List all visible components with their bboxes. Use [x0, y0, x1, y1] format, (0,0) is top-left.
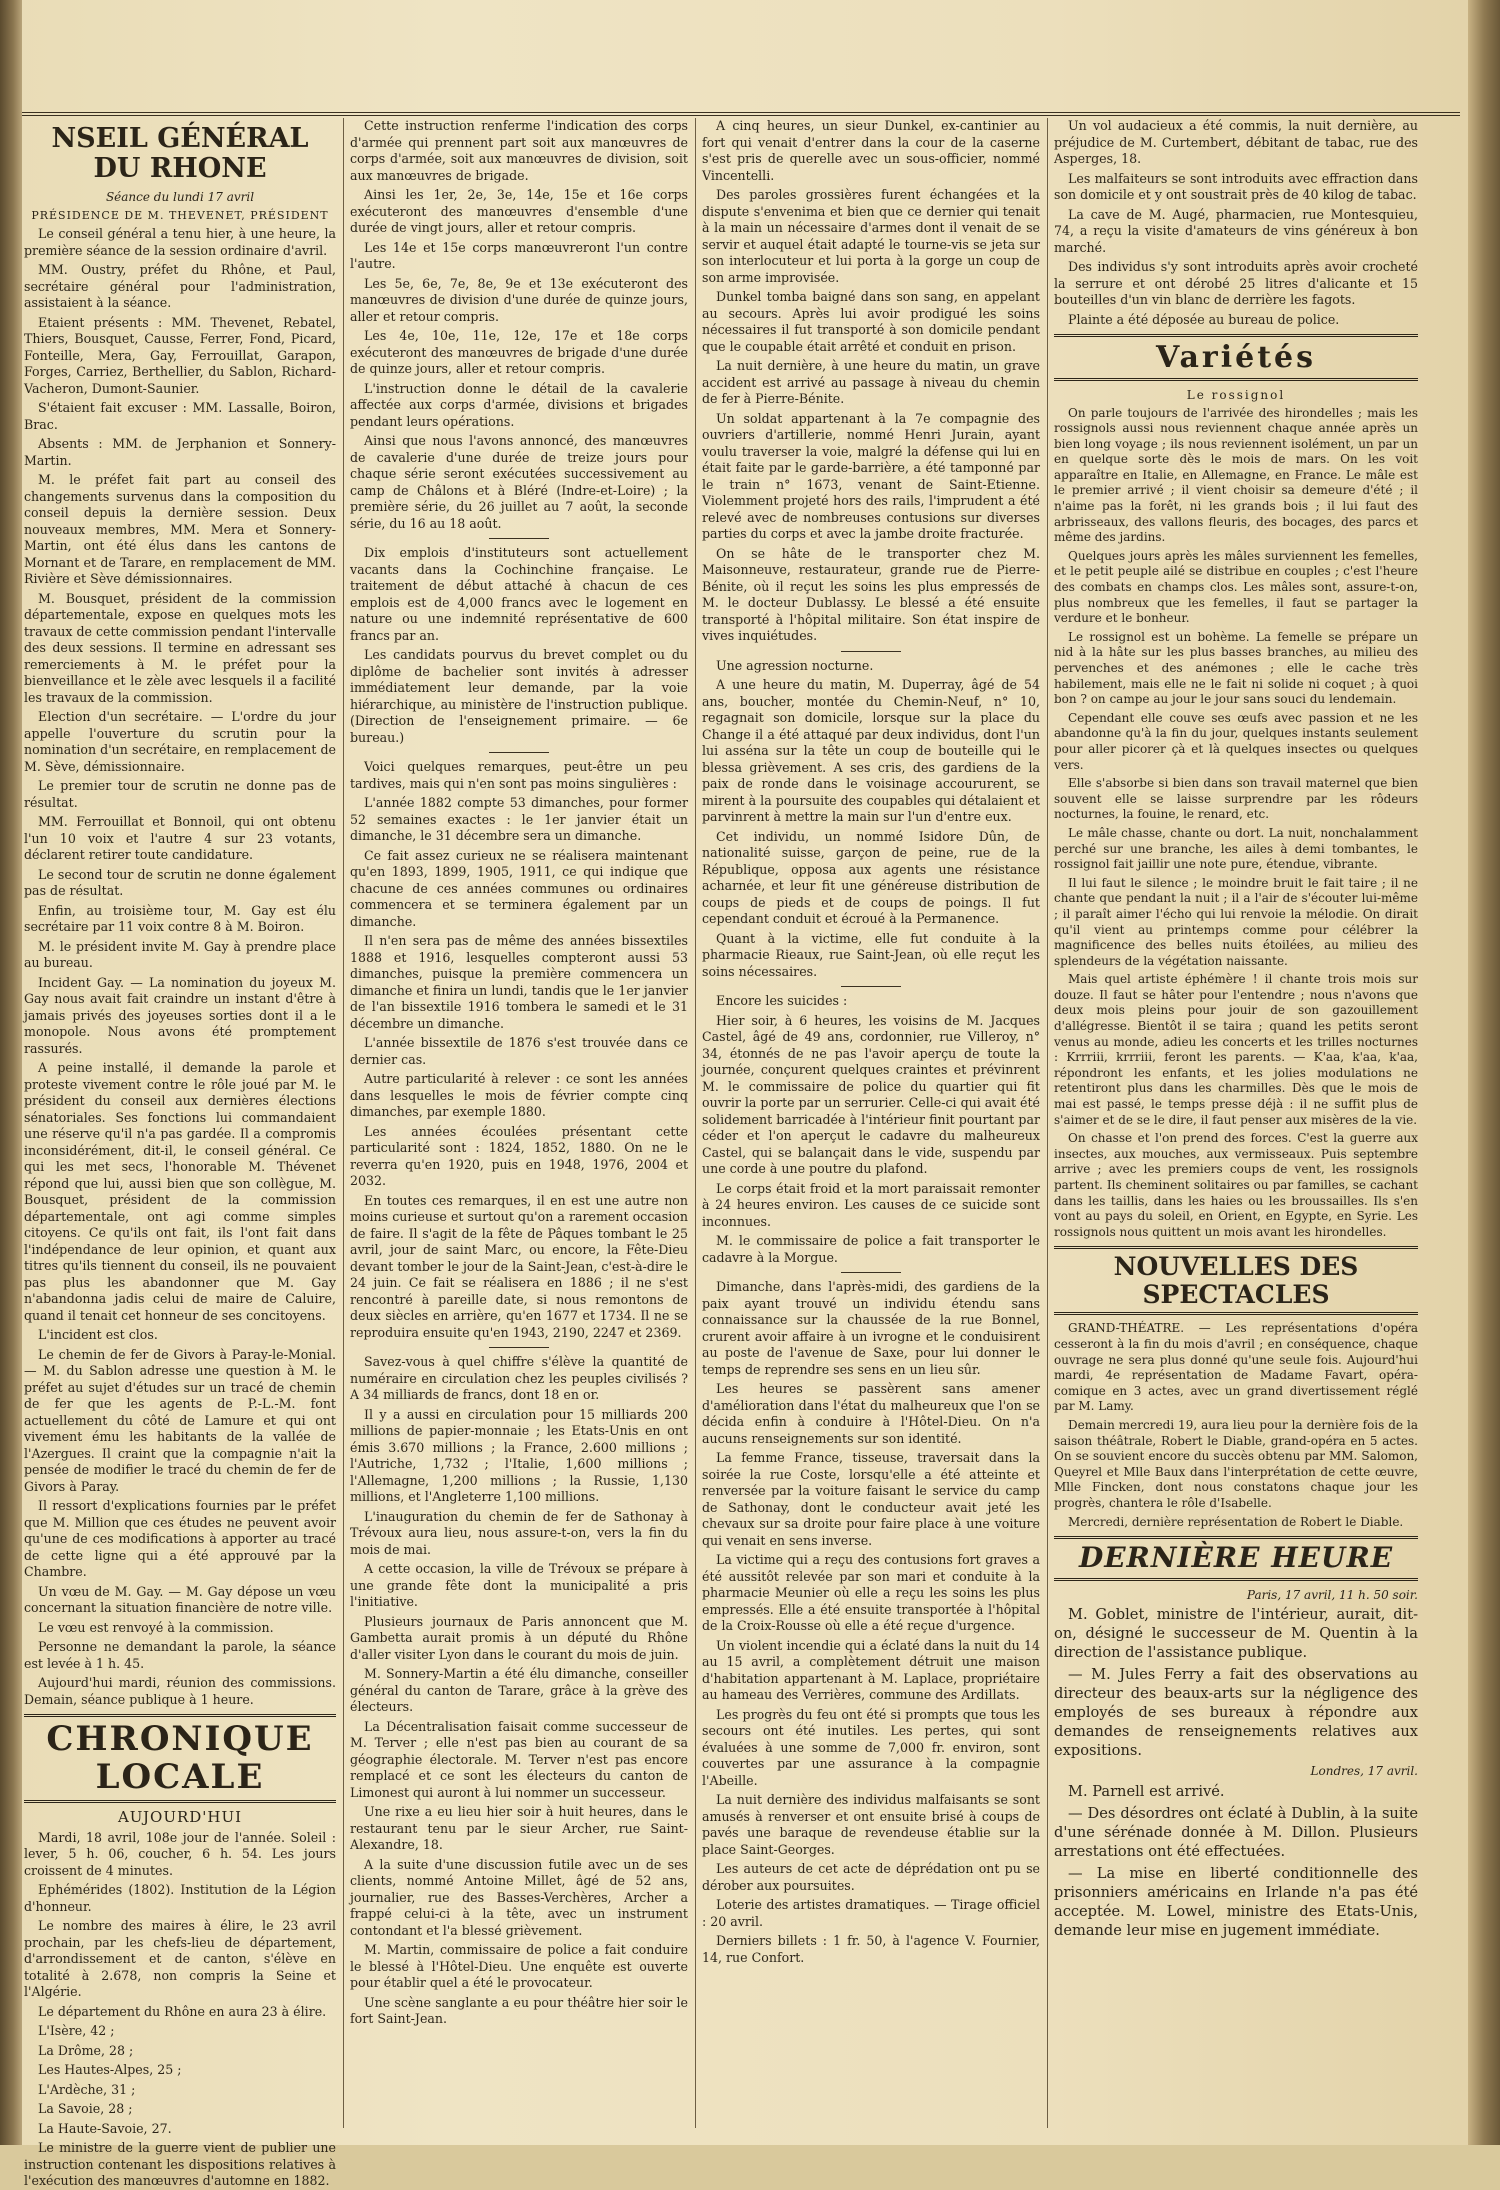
paragraph: Demain mercredi 19, aura lieu pour la dernière fois de la saison théâtrale, Robert le Diable, grand-opéra en 5 actes. On se souvient encore du succès obtenu par MM. Salomon, Queyrel et Mlle Baux dans l'interprétation de cette œuvre, Mlle Fincken, dont nous constatons chaque jour les progrès, chantera le rôle d'Isabelle.: [1054, 1417, 1418, 1510]
paragraph: Les 4e, 10e, 11e, 12e, 17e et 18e corps exécuteront des manœuvres de brigade d'une durée de quinze jours, aller et retour compris.: [350, 328, 688, 376]
paragraph: Ainsi que nous l'avons annoncé, des manœuvres de cavalerie d'une durée de treize jours pour chaque série seront exécutées successivement au camp de Châlons et à Bléré (Indre-et-Loire) ; la première série, du 26 juillet au 7 août, la seconde série, du 16 au 18 août.: [350, 433, 688, 531]
paragraph: M. le président invite M. Gay à prendre place au bureau.: [24, 938, 336, 971]
paragraph: M. Goblet, ministre de l'intérieur, aurait, dit-on, désigné le successeur de M. Quentin à la direction de l'assistance publique.: [1054, 1606, 1418, 1662]
paragraph: Les progrès du feu ont été si prompts que tous les secours ont été inutiles. Les pertes, qui sont évaluées à une somme de 7,000 fr. environ, sont couvertes par une assurance à la compagnie l'Abeille.: [702, 1706, 1040, 1788]
paragraph: Cependant elle couve ses œufs avec passion et ne les abandonne qu'à la fin du jour, quelques instants seulement pour aller picorer çà et là quelques insectes ou quelques vers.: [1054, 710, 1418, 772]
paragraph: Derniers billets : 1 fr. 50, à l'agence V. Fournier, 14, rue Confort.: [702, 1933, 1040, 1965]
paragraph: M. Martin, commissaire de police a fait conduire le blessé à l'Hôtel-Dieu. Une enquête est ouverte pour établir quel a été le provocateur.: [350, 1942, 688, 1990]
paragraph: La Haute-Savoie, 27.: [38, 2120, 172, 2136]
paragraph: Un violent incendie qui a éclaté dans la nuit du 14 au 15 avril, a complètement détruit une maison d'habitation appartenant à M. Laplace, propriétaire au hameau des Verrières, commune des Ardillats.: [702, 1637, 1040, 1702]
paragraph: Le vœu est renvoyé à la commission.: [38, 1619, 274, 1635]
paragraph: Il lui faut le silence ; le moindre bruit le fait taire ; il ne chante que pendant la nuit ; il a l'air de s'écouter lui-même ; il paraît aimer l'écho qui lui renvoie la mélodie. On dirait qu'il vient au printemps comme pour célébrer la magnificence des belles nuits étoilées, au milieu des splendeurs de la végétation naissante.: [1054, 875, 1418, 968]
paragraph: Enfin, au troisième tour, M. Gay est élu secrétaire par 11 voix contre 8 à M. Boiron.: [24, 902, 336, 935]
paragraph: Des individus s'y sont introduits après avoir crocheté la serrure et ont dérobé 25 litres d'alicante et 15 bouteilles d'un vin blanc de derrière les fagots.: [1054, 259, 1418, 307]
paragraph: Le nombre des maires à élire, le 23 avril prochain, par les chefs-lieu de département, d'arrondissement et de canton, s'élève en totalité à 2.678, non compris la Seine et l'Algérie.: [24, 1918, 336, 2000]
agression-article: [702, 658, 1040, 981]
paragraph: Cette instruction renferme l'indication des corps d'armée qui prennent part soit aux manœuvres de corps d'armée, soit aux manœuvres de division, soit aux manœuvres de brigade.: [350, 118, 688, 183]
paragraph: Absents : MM. de Jerphanion et Sonnery-Martin.: [24, 436, 336, 468]
paragraph: Le conseil général a tenu hier, à une heure, la première séance de la session ordinaire d'avril.: [24, 226, 336, 258]
paragraph: L'année bissextile de 1876 s'est trouvée dans ce dernier cas.: [350, 1035, 688, 1067]
paragraph: M. le préfet fait part au conseil des changements survenus dans la composition du conseil depuis la dernière session. Deux nouveaux membres, MM. Mera et Sonnery-Martin, ont été élus dans les cantons de Mornant et de Tarare, en remplacement de MM. Rivière et Sève démissionnaires.: [24, 472, 336, 587]
page-binding: [0, 0, 22, 2145]
paragraph: Aujourd'hui mardi, réunion des commissions. Demain, séance publique à 1 heure.: [24, 1675, 336, 1707]
paragraph: Elle s'absorbe si bien dans son travail maternel que bien souvent elle se laisse surprendre par les rôdeurs nocturnes, la fouine, le renard, etc.: [1054, 776, 1418, 822]
column-1: [24, 118, 336, 2189]
page-edge: [1468, 0, 1500, 2145]
vols-article: [1054, 118, 1418, 328]
faits-divers-article: [350, 1354, 688, 2028]
derniere-heure-title: DERNIÈRE HEURE: [1078, 1541, 1394, 1575]
column-rule: [343, 118, 344, 2128]
paragraph: Des paroles grossières furent échangées et la dispute s'envenima et bien que ce dernier qui tenait à la main un nécessaire d'armes dont il venait de se servir et auquel était adapté le tourne-vis se jeta sur son interlocuteur et lui porta à la gorge un coup de son arme improvisée.: [702, 187, 1040, 285]
paragraph: L'inauguration du chemin de fer de Sathonay à Trévoux aura lieu, nous assure-t-on, vers la fin du mois de mai.: [350, 1508, 688, 1557]
paragraph: La nuit dernière des individus malfaisants se sont amusés à renverser et ont ensuite brisé à coups de pavés une baraque de revendeuse établie sur la place Saint-Georges.: [702, 1792, 1040, 1857]
dimanches-article: [350, 759, 688, 1341]
column-rule: [1047, 118, 1048, 2128]
paragraph: En toutes ces remarques, il en est une autre non moins curieuse et surtout qu'on a rarement occasion de faire. Il s'agit de la fête de Pâques tombant le 25 avril, jour de saint Marc, ou encore, la Fête-Dieu devant tomber le jour de la Saint-Jean, c'est-à-dire le 24 juin. Ce fait se réalisera en 1886 ; il ne s'est rencontré à pareille date, si nous remontons de deux siècles en arrière, qu'en 1677 et 1734. Il ne se reproduira ensuite qu'en 1943, 2190, 2247 et 2369.: [350, 1192, 688, 1340]
paragraph: L'Ardèche, 31 ;: [38, 2081, 136, 2097]
paragraph: M. Parnell est arrivé.: [1068, 1782, 1225, 1800]
paragraph: Les auteurs de cet acte de déprédation ont pu se dérober aux poursuites.: [702, 1861, 1040, 1893]
paragraph: Election d'un secrétaire. — L'ordre du jour appelle l'ouverture du scrutin pour la nomination d'un secrétaire, en remplacement de M. Sève, démissionnaire.: [24, 709, 336, 774]
paragraph: Mercredi, dernière représentation de Robert le Diable.: [1068, 1514, 1404, 1529]
paragraph: Une agression nocturne.: [716, 657, 874, 673]
paragraph: Quelques jours après les mâles surviennent les femelles, et le petit peuple ailé se distribue en couples ; c'est l'heure des combats en champs clos. Les mâles sont, assure-t-on, plus nombreux que les femelles, il faut se partager la verdure et le bonheur.: [1054, 548, 1418, 626]
paragraph: M. Bousquet, président de la commission départementale, expose en quelques mots les travaux de cette commission pendant l'intervalle des deux sessions. Il termine en adressant ses remerciements à M. le préfet pour la bienveillance et le zèle avec lesquels il a facilité les travaux de la commission.: [24, 590, 336, 705]
paragraph: A une heure du matin, M. Duperray, âgé de 54 ans, boucher, montée du Chemin-Neuf, n° 10, regagnait son domicile, lorsque sur la place du Change il a été attaqué par deux individus, dont l'un lui asséna sur la tête un coup de bouteille qui le blessa grièvement. A ses cris, des gardiens de la paix de ronde dans le voisinage accoururent, se mirent à la poursuite des coupables qui détalaient et parvinrent à mettre la main sur l'un d'entre eux.: [702, 677, 1040, 824]
paragraph: Les candidats pourvus du brevet complet ou du diplôme de bachelier sont invités à adresser immédiatement leur demande, par la voie hiérarchique, au ministère de l'instruction publique. (Direction de l'enseignement primaire. — 6e bureau.): [350, 647, 688, 745]
paragraph: Plusieurs journaux de Paris annoncent que M. Gambetta aurait promis à un député du Rhône d'aller visiter Lyon dans le courant du mois de juin.: [350, 1613, 688, 1662]
paragraph: On chasse et l'on prend des forces. C'est la guerre aux insectes, aux mouches, aux vermisseaux. Puis septembre arrive ; avec les premiers coups de vent, les rossignols partent. Ils cheminent solitaires ou par familles, se cachant dans les taillis, dans les haies ou les broussailles. Ils s'en vont au pays du soleil, en Orient, en Egypte, en Syrie. Les rossignols nous quittent un mois avant les hirondelles.: [1054, 1131, 1418, 1239]
paragraph: Ainsi les 1er, 2e, 3e, 14e, 15e et 16e corps exécuteront des manœuvres d'ensemble d'une durée de vingt jours, aller et retour compris.: [350, 187, 688, 235]
paragraph: Savez-vous à quel chiffre s'élève la quantité de numéraire en circulation chez les peuples civilisés ? A 34 milliards de francs, dont 18 en or.: [350, 1354, 688, 1402]
paragraph: Les 14e et 15e corps manœuvreront l'un contre l'autre.: [350, 239, 688, 271]
paris-dispatch: [1054, 1605, 1418, 1760]
paragraph: — Des désordres ont éclaté à Dublin, à la suite d'une sérénade donnée à M. Dillon. Plusieurs arrestations ont été effectuées.: [1054, 1804, 1418, 1860]
paragraph: La Drôme, 28 ;: [38, 2042, 134, 2058]
paragraph: La nuit dernière, à une heure du matin, un grave accident est arrivé au passage à niveau du chemin de fer à Pierre-Bénite.: [702, 358, 1040, 406]
paragraph: Ephémérides (1802). Institution de la Légion d'honneur.: [24, 1882, 336, 1914]
paragraph: Le département du Rhône en aura 23 à élire.: [38, 2003, 327, 2019]
presidence-line: PRÉSIDENCE DE M. THEVENET, PRÉSIDENT: [31, 208, 329, 222]
chronique-locale-title: CHRONIQUE LOCALE: [46, 1719, 314, 1797]
paragraph: Ce fait assez curieux ne se réalisera maintenant qu'en 1893, 1899, 1905, 1911, ce qui indique que chacune de ces années communes ou ordinaires commencera et se terminera également par un dimanche.: [350, 847, 688, 929]
paragraph: L'Isère, 42 ;: [38, 2023, 115, 2039]
paragraph: Loterie des artistes dramatiques. — Tirage officiel : 20 avril.: [702, 1897, 1040, 1929]
paragraph: Etaient présents : MM. Thevenet, Rebatel, Thiers, Bousquet, Causse, Ferrer, Fond, Picard, Fonteille, Mera, Gay, Ferrouillat, Garapon, Forges, Carriez, Berthellier, du Sablon, Richard-Vacheron, Dumont-Saunier.: [24, 314, 336, 396]
paragraph: MM. Ferrouillat et Bonnoil, qui ont obtenu l'un 10 voix et l'autre 4 sur 23 votants, déclarent retirer toute candidature.: [24, 814, 336, 863]
paragraph: A peine installé, il demande la parole et proteste vivement contre le rôle joué par M. le président du conseil aux dernières élections sénatoriales. Ses fonctions lui commandaient une réserve qu'il n'a pas gardée. Il a compromis inconsidérément, dit-il, le conseil général. Ce qui les met secs, l'honorable M. Thévenet répond que lui, aussi bien que son collègue, M. Bousquet, président de la commission départementale, ont agi comme simples citoyens. Ce qu'ils ont fait, ils l'ont fait dans l'indépendance de leur opinion, et quant aux titres qu'ils tiennent du conseil, ils ne pouvaient pas plus les abandonner que M. Gay n'abandonna jadis celui de maire de Caluire, quand il tenait cet honneur de ses concitoyens.: [24, 1060, 336, 1323]
paragraph: La Savoie, 28 ;: [38, 2101, 133, 2117]
separator: [841, 1272, 901, 1273]
londres-dateline: Londres, 17 avril.: [1310, 1764, 1418, 1779]
paragraph: Les années écoulées présentant cette particularité sont : 1824, 1852, 1880. On ne le reverra qu'en 1920, puis en 1948, 1976, 2004 et 2032.: [350, 1123, 688, 1188]
paragraph: Le rossignol est un bohème. La femelle se prépare un nid à la hâte sur les plus basses branches, au milieu des pervenches et des anémones ; elle le cache très habilement, mais elle ne le fait ni solide ni coquet ; à quoi bon ? on campe au jour le jour sans souci du lendemain.: [1054, 629, 1418, 707]
separator: [841, 651, 901, 652]
paragraph: L'année 1882 compte 53 dimanches, pour former 52 semaines exactes : le 1er janvier était un dimanche, le 31 décembre sera un dimanche.: [350, 795, 688, 843]
paragraph: Une rixe a eu lieu hier soir à huit heures, dans le restaurant tenu par le sieur Archer, rue Saint-Alexandre, 18.: [350, 1804, 688, 1852]
derniere-heure-header: [1054, 1536, 1418, 1581]
conseil-general-body: [24, 226, 336, 1708]
paragraph: A la suite d'une discussion futile avec un de ses clients, nommé Antoine Millet, âgé de 52 ans, journalier, rue des Basses-Verchères, Archer a frappé celui-ci à la tête, avec un instrument contondant et l'a blessé grièvement.: [350, 1856, 688, 1938]
paragraph: Le chemin de fer de Givors à Paray-le-Monial. — M. du Sablon adresse une question à M. le préfet au sujet d'études sur un tracé de chemin de fer que les agents de P.-L.-M. font actuellement du côté de Lamure et qui ont vivement ému les habitants de la vallée de l'Azergues. Il craint que la compagnie n'ait la pensée de modifier le tracé du chemin de fer de Givors à Paray.: [24, 1346, 336, 1494]
paragraph: Encore les suicides :: [716, 993, 848, 1008]
separator: [841, 986, 901, 987]
paragraph: Quant à la victime, elle fut conduite à la pharmacie Rieaux, rue Saint-Jean, où elle reçut les soins nécessaires.: [702, 930, 1040, 979]
paragraph: Personne ne demandant la parole, la séance est levée à 1 h. 45.: [24, 1639, 336, 1671]
column-2: [350, 118, 688, 2128]
divers-article: [702, 1279, 1040, 1966]
separator: [489, 538, 549, 539]
separator: [489, 1347, 549, 1348]
paragraph: M. Sonnery-Martin a été élu dimanche, conseiller général du canton de Tarare, grâce à la grève des électeurs.: [350, 1666, 688, 1714]
conseil-general-title: NSEIL GÉNÉRAL DU RHONE: [51, 123, 309, 184]
paragraph: MM. Oustry, préfet du Rhône, et Paul, secrétaire général pour l'administration, assistaient à la séance.: [24, 262, 336, 311]
paragraph: Un vœu de M. Gay. — M. Gay dépose un vœu concernant la situation financière de notre ville.: [24, 1583, 336, 1616]
paragraph: M. le commissaire de police a fait transporter le cadavre à la Morgue.: [702, 1233, 1040, 1265]
paragraph: L'instruction donne le détail de la cavalerie affectée aux corps d'armée, divisions et brigades pendant leurs opérations.: [350, 380, 688, 429]
paragraph: Un soldat appartenant à la 7e compagnie des ouvriers d'artillerie, nommé Henri Jurain, ayant voulu traverser la voie, malgré la défense qui lui en était faite par le garde-barrière, a été tamponné par le train n° 1673, venant de Saint-Etienne. Violemment projeté hors des rails, l'imprudent a été relevé avec de nombreuses contusions sur diverses parties du corps et avec la jambe droite fracturée.: [702, 410, 1040, 541]
paragraph: Mais quel artiste éphémère ! il chante trois mois sur douze. Il faut se hâter pour l'entendre ; nous n'avons que deux mois pleins pour jouir de son gazouillement d'allégresse. Bientôt il se taira ; quand les petits seront venus au monde, adieu les concerts et les trilles nocturnes : Krrriii, krrriii, feront les parents. — K'aa, k'aa, k'aa, répondront les enfants, et les jolies modulations ne retentiront plus dans les charmilles. Dès que le mois de mai est passé, le temps presse déjà : il ne suffit plus de s'aimer et de se le dire, il faut penser aux misères de la vie.: [1054, 972, 1418, 1127]
paragraph: Le mâle chasse, chante ou dort. La nuit, nonchalamment perché sur une branche, les ailes à demi tombantes, le rossignol fait jaillir une note pure, étendue, vibrante.: [1054, 825, 1418, 872]
separator: [489, 752, 549, 753]
aujourdhui-heading: AUJOURD'HUI: [117, 1808, 243, 1827]
instituteurs-article: [350, 545, 688, 746]
column-4: [1054, 118, 1418, 2128]
paragraph: GRAND-THÉATRE. — Les représentations d'opéra cesseront à la fin du mois d'avril ; en conséquence, chaque ouvrage ne sera plus donné qu'une seule fois. Aujourd'hui mardi, 4e représentation de Madame Favart, opéra-comique en 3 actes, avec un grand divertissement réglé par M. Lamy.: [1054, 1321, 1418, 1414]
paragraph: Il n'en sera pas de même des années bissextiles 1888 et 1916, lesquelles compteront aussi 53 dimanches, puisque la première commencera un dimanche et finira un lundi, tandis que le 1er janvier de l'an bissextile 1916 tombera le samedi et le 31 décembre un dimanche.: [350, 933, 688, 1031]
paragraph: Mardi, 18 avril, 108e jour de l'année. Soleil : lever, 5 h. 06, coucher, 6 h. 54. Les jours croissent de 4 minutes.: [24, 1829, 336, 1878]
paragraph: Cet individu, un nommé Isidore Dûn, de nationalité suisse, garçon de peine, rue de la République, opposa aux agents une résistance acharnée, et leur fit une généreuse distribution de coups de pieds et de coups de poings. Il fut cependant conduit et écroué à la Permanence.: [702, 828, 1040, 926]
column-rule: [695, 118, 696, 2128]
paragraph: Plainte a été déposée au bureau de police.: [1068, 311, 1340, 327]
paragraph: La femme France, tisseuse, traversait dans la soirée la rue Coste, lorsqu'elle a été atteinte et renversée par la voiture faisant le service du camp de Sathonay, dont le conducteur avait jeté les chevaux sur sa droite pour faire place à une voiture qui venait en sens inverse.: [702, 1450, 1040, 1548]
paragraph: — La mise en liberté conditionnelle des prisonniers américains en Irlande n'a pas été acceptée. M. Lowel, ministre des Etats-Unis, demande leur mise en jugement immédiate.: [1054, 1864, 1418, 1939]
rossignol-body: [1054, 406, 1418, 1241]
paragraph: Le second tour de scrutin ne donne également pas de résultat.: [24, 866, 336, 899]
column-3: [702, 118, 1040, 2128]
paragraph: L'incident est clos.: [38, 1327, 158, 1343]
paragraph: A cinq heures, un sieur Dunkel, ex-cantinier au fort qui venait d'entrer dans la cour de la caserne s'est pris de querelle avec un sous-officier, nommé Vincentelli.: [702, 118, 1040, 183]
rossignol-title: Le rossignol: [1186, 388, 1286, 402]
paris-dateline: Paris, 17 avril, 11 h. 50 soir.: [1246, 1587, 1418, 1602]
paragraph: La victime qui a reçu des contusions fort graves a été aussitôt relevée par son mari et conduite à la pharmacie Meunier où elle a reçu les soins les plus empressés. Elle a été ensuite transportée à l'hôpital de la Croix-Rousse où elle a été reçue d'urgence.: [702, 1552, 1040, 1633]
paragraph: A cette occasion, la ville de Trévoux se prépare à une grande fête dont la municipalité a pris l'initiative.: [350, 1561, 688, 1609]
chronique-header: [24, 1714, 336, 1803]
paragraph: Les malfaiteurs se sont introduits avec effraction dans son domicile et y ont soustrait près de 40 kilog de tabac.: [1054, 170, 1418, 202]
paragraph: Le ministre de la guerre vient de publier une instruction contenant les dispositions relatives à l'exécution des manœuvres d'automne en 1882.: [24, 2140, 336, 2189]
spectacles-header: [1054, 1246, 1418, 1315]
paragraph: La Décentralisation faisait comme successeur de M. Terver ; elle n'est pas bien au courant de sa géographie électorale. M. Terver n'est pas encore remplacé et ce sont les électeurs du canton de Limonest qui auront à lui nommer un successeur.: [350, 1718, 688, 1800]
top-rule: [22, 112, 1460, 116]
paragraph: Le premier tour de scrutin ne donne pas de résultat.: [24, 778, 336, 810]
paragraph: Une scène sanglante a eu pour théâtre hier soir le fort Saint-Jean.: [350, 1994, 688, 2026]
paragraph: S'étaient fait excuser : MM. Lassalle, Boiron, Brac.: [24, 400, 336, 432]
paragraph: — M. Jules Ferry a fait des observations au directeur des beaux-arts sur la négligence des employés de ses bureaux à répondre aux demandes de renseignements relatives aux expositions.: [1054, 1666, 1418, 1760]
session-date: Séance du lundi 17 avril: [105, 190, 255, 205]
varietes-header: [1054, 334, 1418, 381]
paragraph: Dunkel tomba baigné dans son sang, en appelant au secours. Après lui avoir prodigué les soins nécessaires il fut transporté à son domicile pendant que le coupable était arrêté et conduit en prison.: [702, 289, 1040, 354]
paragraph: Un vol audacieux a été commis, la nuit dernière, au préjudice de M. Curtembert, débitant de tabac, rue des Asperges, 18.: [1054, 118, 1418, 166]
varietes-title: Variétés: [1155, 340, 1317, 375]
paragraph: Incident Gay. — La nomination du joyeux M. Gay nous avait fait craindre un instant d'être à jamais privés des joyeuses sorties dont il a le monopole. Nous avons été promptement rassurés.: [24, 974, 336, 1056]
paragraph: Il y a aussi en circulation pour 15 milliards 200 millions de papier-monnaie ; les Etats-Unis en ont émis 3.670 millions ; la France, 2.600 millions ; l'Autriche, 1,732 ; l'Italie, 1,600 millions ; l'Allemagne, 1,200 millions ; la Russie, 1,130 millions, et l'Angleterre 1,100 millions.: [350, 1406, 688, 1504]
spectacles-body: [1054, 1321, 1418, 1530]
fort-saint-jean-article: [702, 118, 1040, 645]
paragraph: On parle toujours de l'arrivée des hirondelles ; mais les rossignols aussi nous reviennent chaque année après un bien long voyage ; ils nous reviennent isolément, un par un en quelque sorte dès le mois de mars. On les voit apparaître en Italie, en Allemagne, en France. Le mâle est le premier arrivé ; il vient choisir sa demeure d'été ; il n'aime pas la forêt, ni les grands bois ; il lui faut des arbrisseaux, des vallons fleuris, des bocages, des parcs et même des jardins.: [1054, 405, 1418, 545]
manoeuvres-article: [350, 118, 688, 532]
paragraph: Les Hautes-Alpes, 25 ;: [38, 2062, 182, 2078]
paragraph: La cave de M. Augé, pharmacien, rue Montesquieu, 74, a reçu la visite d'amateurs de vins généreux à bon marché.: [1054, 206, 1418, 255]
paragraph: Le corps était froid et la mort paraissait remonter à 24 heures environ. Les causes de ce suicide sont inconnues.: [702, 1180, 1040, 1229]
paragraph: Les heures se passèrent sans amener d'amélioration dans l'état du malheureux que l'on se décida enfin à conduire à l'Hôtel-Dieu. On n'a aucuns renseignements sur son identité.: [702, 1381, 1040, 1446]
spectacles-title: NOUVELLES DES SPECTACLES: [1113, 1252, 1359, 1309]
paragraph: Autre particularité à relever : ce sont les années dans lesquelles le mois de février compte cinq dimanches, par exemple 1880.: [350, 1071, 688, 1119]
paragraph: Hier soir, à 6 heures, les voisins de M. Jacques Castel, âgé de 49 ans, cordonnier, rue Villeroy, n° 34, étonnés de ne pas l'avoir aperçu de toute la journée, conçurent quelques craintes et prévinrent M. le commissaire de police du quartier qui fit ouvrir la porte par un serrurier. Celle-ci qui avait été solidement barricadée à l'intérieur finit pourtant par céder et l'on aperçut le cadavre du malheureux Castel, qui se balançait dans le vide, suspendu par une corde à une poutre du plafond.: [702, 1012, 1040, 1176]
paragraph: Il ressort d'explications fournies par le préfet que M. Million que ces études ne peuvent avoir qu'une de ces modifications à apporter au tracé de cette ligne qui a été approuvé par la Chambre.: [24, 1498, 336, 1580]
suicides-article: [702, 993, 1040, 1266]
paragraph: Les 5e, 6e, 7e, 8e, 9e et 13e exécuteront des manœuvres de division d'une durée de quinze jours, aller et retour compris.: [350, 275, 688, 324]
paragraph: Voici quelques remarques, peut-être un peu tardives, mais qui n'en sont pas moins singulières :: [350, 759, 688, 791]
paragraph: On se hâte de le transporter chez M. Maisonneuve, restaurateur, grande rue de Pierre-Bénite, où il reçut les soins les plus empressés de M. le docteur Dublassy. Le blessé a été ensuite transporté à l'hôpital militaire. Son état inspire de vives inquiétudes.: [702, 545, 1040, 643]
londres-dispatch: [1054, 1782, 1418, 1940]
paragraph: Dix emplois d'instituteurs sont actuellement vacants dans la Cochinchine française. Le traitement de début attaché à chacun de ces emplois est de 4,000 francs avec le logement en nature ou une indemnité représentative de 600 francs par an.: [350, 545, 688, 643]
chronique-body: [24, 1830, 336, 2190]
paragraph: Dimanche, dans l'après-midi, des gardiens de la paix ayant trouvé un individu étendu sans connaissance sur la chaussée de la rue Bonnel, crurent avoir affaire à un ivrogne et le conduisirent au poste de l'avenue de Saxe, pour lui donner le temps de reprendre ses sens en un lieu sûr.: [702, 1279, 1040, 1377]
